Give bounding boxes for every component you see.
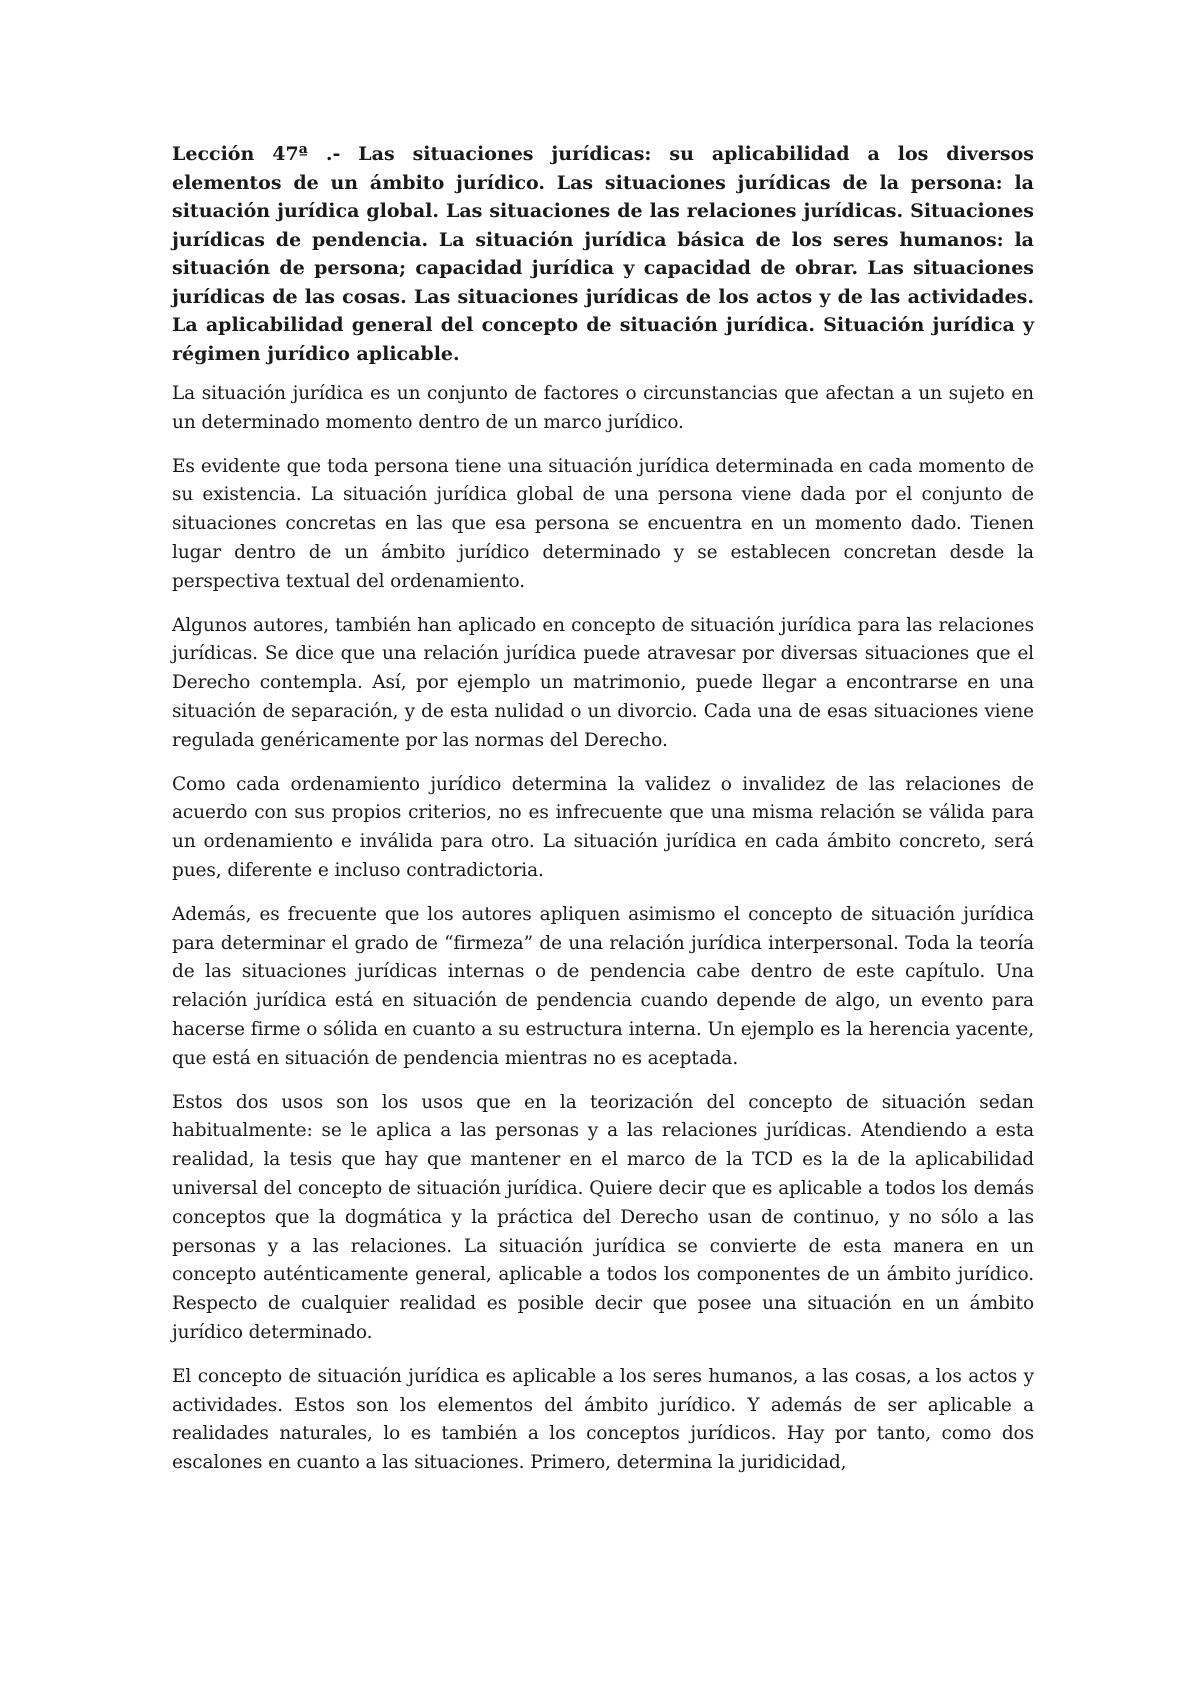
paragraph-3: Algunos autores, también han aplicado en concepto de situación jurídica para las relaciones jurídicas. Se dice que una relación jurídica puede atravesar por diversas situaciones que el Derecho contempla. Así, por ejemplo un matrimonio, puede llegar a encontrarse en una situación de separación, y de esta nulidad o un divorcio. Cada una de esas situaciones viene regulada genéricamente por las normas del Derecho. (172, 614, 1034, 751)
paragraph-2: Es evidente que toda persona tiene una situación jurídica determinada en cada momento de su existencia. La situación jurídica global de una persona viene dada por el conjunto de situaciones concretas en las que esa persona se encuentra en un momento dado. Tienen lugar dentro de un ámbito jurídico determinado y se establecen concretan desde la perspectiva textual del ordenamiento. (172, 455, 1034, 592)
lesson-heading: Lección 47ª .- Las situaciones jurídicas: su aplicabilidad a los diversos elementos de un ámbito jurídico. Las situaciones jurídicas de la persona: la situación jurídica global. Las situaciones de las relaciones jurídicas. Situaciones jurídicas de pendencia. La situación jurídica básica de los seres humanos: la situación de persona; capacidad jurídica y capacidad de obrar. Las situaciones jurídicas de las cosas. Las situaciones jurídicas de los actos y de las actividades. La aplicabilidad general del concepto de situación jurídica. Situación jurídica y régimen jurídico aplicable. (172, 143, 1034, 365)
paragraph-4: Como cada ordenamiento jurídico determina la validez o invalidez de las relaciones de acuerdo con sus propios criterios, no es infrecuente que una misma relación se válida para un ordenamiento e inválida para otro. La situación jurídica en cada ámbito concreto, será pues, diferente e incluso contradictoria. (172, 773, 1034, 881)
paragraph-5: Además, es frecuente que los autores apliquen asimismo el concepto de situación jurídica para determinar el grado de “firmeza” de una relación jurídica interpersonal. Toda la teoría de las situaciones jurídicas internas o de pendencia cabe dentro de este capítulo. Una relación jurídica está en situación de pendencia cuando depende de algo, un evento para hacerse firme o sólida en cuanto a su estructura interna. Un ejemplo es la herencia yacente, que está en situación de pendencia mientras no es aceptada. (172, 903, 1034, 1069)
document-body (172, 140, 1034, 1493)
paragraph-7: El concepto de situación jurídica es aplicable a los seres humanos, a las cosas, a los actos y actividades. Estos son los elementos del ámbito jurídico. Y además de ser aplicable a realidades naturales, lo es también a los conceptos jurídicos. Hay por tanto, como dos escalones en cuanto a las situaciones. Primero, determina la juridicidad, (172, 1365, 1034, 1474)
paragraph-1: La situación jurídica es un conjunto de factores o circunstancias que afectan a un sujeto en un determinado momento dentro de un marco jurídico. (172, 383, 1034, 433)
paragraph-6: Estos dos usos son los usos que en la teorización del concepto de situación sedan habitualmente: se le aplica a las personas y a las relaciones jurídicas. Atendiendo a esta realidad, la tesis que hay que mantener en el marco de la TCD es la de la aplicabilidad universal del concepto de situación jurídica. Quiere decir que es aplicable a todos los demás conceptos que la dogmática y la práctica del Derecho usan de continuo, y no sólo a las personas y a las relaciones. La situación jurídica se convierte de esta manera en un concepto auténticamente general, aplicable a todos los componentes de un ámbito jurídico. Respecto de cualquier realidad es posible decir que posee una situación en un ámbito jurídico determinado. (172, 1091, 1034, 1343)
